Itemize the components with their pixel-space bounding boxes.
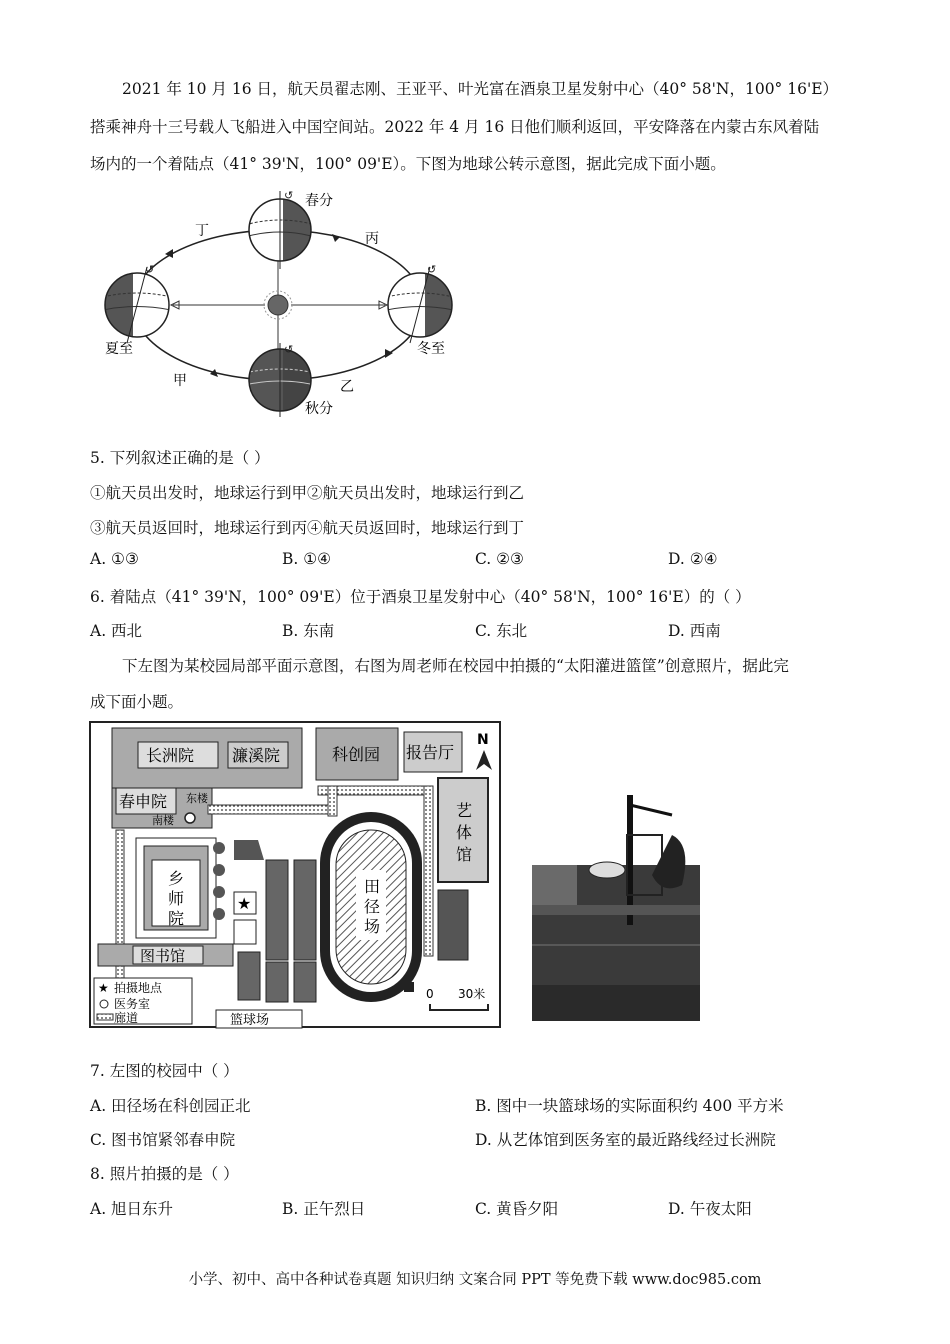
label-jia: 甲 bbox=[173, 373, 187, 389]
q5-option-c[interactable]: C. ②③ bbox=[475, 550, 524, 568]
label-xiazhi: 夏至 bbox=[105, 341, 133, 357]
label-donglou: 东楼 bbox=[186, 792, 208, 805]
q5-statement-1: ①航天员出发时，地球运行到甲②航天员出发时，地球运行到乙 bbox=[90, 484, 525, 502]
label-bing: 丙 bbox=[365, 231, 379, 247]
label-changzhou: 长洲院 bbox=[146, 746, 195, 765]
north-arrow-icon: N bbox=[477, 732, 489, 748]
q6-option-c[interactable]: C. 东北 bbox=[475, 622, 528, 640]
q7-option-c[interactable]: C. 图书馆紧邻春申院 bbox=[90, 1131, 236, 1149]
star-shooting-location-icon: ★ bbox=[237, 894, 252, 913]
q7-option-d[interactable]: D. 从艺体馆到医务室的最近路线经过长洲院 bbox=[475, 1131, 776, 1149]
label-dongzhi: 冬至 bbox=[417, 341, 445, 357]
scale-zero: 0 bbox=[426, 987, 434, 1001]
q5-option-b[interactable]: B. ①④ bbox=[282, 550, 332, 568]
label-yiti-2: 体 bbox=[456, 823, 473, 842]
svg-text:↺: ↺ bbox=[284, 189, 294, 202]
label-chunshen: 春申院 bbox=[119, 792, 168, 811]
q8-stem: 8. 照片拍摄的是（ ） bbox=[90, 1165, 239, 1183]
q8-option-b[interactable]: B. 正午烈日 bbox=[282, 1200, 366, 1218]
label-tianjing-3: 场 bbox=[364, 917, 381, 936]
label-qiufen: 秋分 bbox=[305, 401, 333, 417]
label-kechuang: 科创园 bbox=[332, 745, 381, 764]
q8-option-c[interactable]: C. 黄昏夕阳 bbox=[475, 1200, 559, 1218]
label-tianjing-1: 田 bbox=[364, 877, 381, 896]
q6-option-a[interactable]: A. 西北 bbox=[90, 622, 143, 640]
footer-text: 小学、初中、高中各种试卷真题 知识归纳 文案合同 PPT 等免费下载 www.doc985.com bbox=[188, 1272, 762, 1288]
scale-30m: 30米 bbox=[458, 987, 486, 1001]
label-tushuguan: 图书馆 bbox=[140, 947, 186, 965]
q5-statement-2: ③航天员返回时，地球运行到丙④航天员返回时，地球运行到丁 bbox=[90, 519, 525, 537]
q6-option-b[interactable]: B. 东南 bbox=[282, 622, 335, 640]
q5-option-d[interactable]: D. ②④ bbox=[668, 550, 718, 568]
sun-icon bbox=[268, 295, 288, 315]
legend-clinic-icon bbox=[100, 1000, 108, 1008]
q8-option-d[interactable]: D. 午夜太阳 bbox=[668, 1200, 752, 1218]
clinic-icon bbox=[185, 813, 195, 823]
legend-corridor: 廊道 bbox=[114, 1011, 139, 1025]
label-xiangshi-3: 院 bbox=[168, 909, 185, 928]
intro2-line-2: 成下面小题。 bbox=[90, 693, 184, 711]
legend-clinic: 医务室 bbox=[114, 997, 151, 1011]
label-baogao: 报告厅 bbox=[406, 743, 455, 762]
q7-stem: 7. 左图的校园中（ ） bbox=[90, 1062, 239, 1080]
label-lanqiuchang: 篮球场 bbox=[230, 1013, 270, 1028]
label-yiti-3: 馆 bbox=[456, 845, 473, 864]
label-yi: 乙 bbox=[340, 379, 354, 395]
q7-option-b[interactable]: B. 图中一块篮球场的实际面积约 400 平方米 bbox=[475, 1097, 784, 1115]
label-ding: 丁 bbox=[195, 223, 209, 239]
svg-text:↺: ↺ bbox=[145, 263, 155, 276]
earth-orbit-diagram bbox=[95, 185, 465, 420]
intro-line-2: 搭乘神舟十三号载人飞船进入中国空间站。2022 年 4 月 16 日他们顺利返回，平安降落在内蒙古东风着陆 bbox=[90, 118, 820, 136]
legend-star-icon: ★ bbox=[98, 981, 109, 995]
intro2-line-1: 下左图为某校园局部平面示意图，右图为周老师在校园中拍摄的“太阳灌进篮筐”创意照片，据此完 bbox=[122, 657, 789, 675]
basketball-hoop-photo bbox=[532, 795, 700, 1021]
campus-map bbox=[88, 720, 503, 1030]
intro-line-1: 2021 年 10 月 16 日，航天员翟志刚、王亚平、叶光富在酒泉卫星发射中心（40° 58'N，100° 16'E） bbox=[122, 80, 839, 98]
q6-stem: 6. 着陆点（41° 39'N，100° 09'E）位于酒泉卫星发射中心（40° 58'N，100° 16'E）的（ ） bbox=[90, 588, 751, 606]
q6-option-d[interactable]: D. 西南 bbox=[668, 622, 721, 640]
q5-stem: 5. 下列叙述正确的是（ ） bbox=[90, 449, 270, 467]
q5-option-a[interactable]: A. ①③ bbox=[90, 550, 139, 568]
label-xiangshi-1: 乡 bbox=[168, 869, 185, 888]
label-yiti-1: 艺 bbox=[456, 801, 473, 820]
label-lianxi: 濂溪院 bbox=[232, 746, 281, 765]
label-nanlou: 南楼 bbox=[152, 814, 174, 827]
q7-option-a[interactable]: A. 田径场在科创园正北 bbox=[90, 1097, 251, 1115]
legend-shoot: 拍摄地点 bbox=[114, 981, 163, 995]
intro-line-3: 场内的一个着陆点（41° 39'N，100° 09'E）。下图为地球公转示意图，据此完成下面小题。 bbox=[90, 155, 726, 173]
label-xiangshi-2: 师 bbox=[168, 889, 185, 908]
label-chunfen: 春分 bbox=[305, 193, 333, 209]
svg-text:↺: ↺ bbox=[427, 263, 437, 276]
svg-text:↺: ↺ bbox=[284, 343, 294, 356]
label-tianjing-2: 径 bbox=[364, 897, 381, 916]
q8-option-a[interactable]: A. 旭日东升 bbox=[90, 1200, 174, 1218]
legend-corridor-icon bbox=[97, 1014, 113, 1020]
